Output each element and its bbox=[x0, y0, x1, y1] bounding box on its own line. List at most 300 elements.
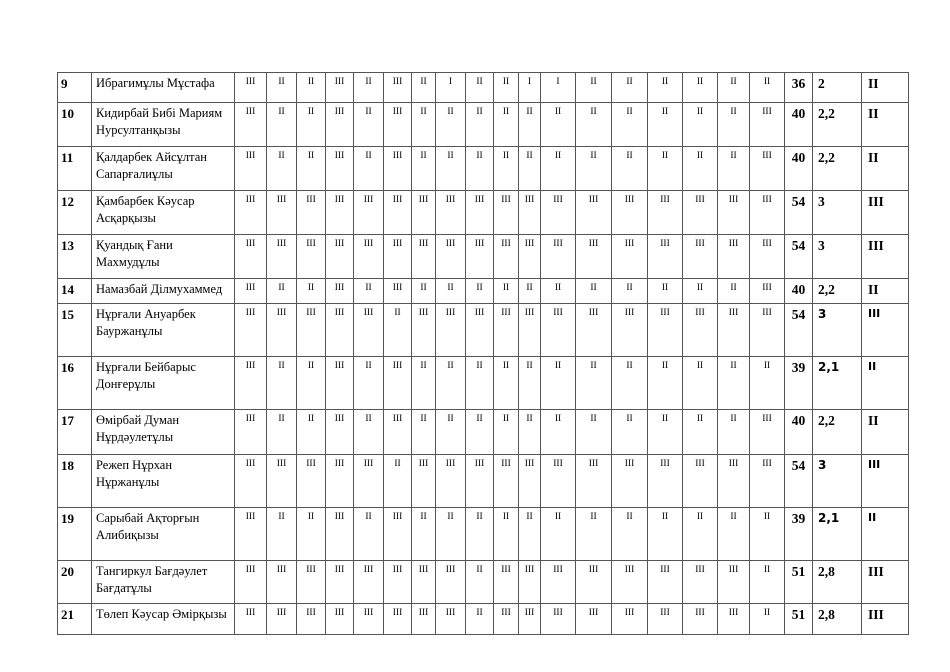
total-score: 40 bbox=[785, 410, 813, 455]
mark-cell: III bbox=[648, 235, 683, 279]
mark-cell: II bbox=[576, 279, 612, 304]
total-score: 39 bbox=[785, 508, 813, 561]
mark-cell: II bbox=[297, 279, 326, 304]
mark-cell: II bbox=[519, 410, 541, 455]
average-score: 3 bbox=[813, 191, 862, 235]
mark-cell: III bbox=[718, 235, 750, 279]
mark-cell: III bbox=[354, 304, 384, 357]
average-score: 2,2 bbox=[813, 279, 862, 304]
total-score: 54 bbox=[785, 455, 813, 508]
mark-cell: III bbox=[683, 235, 718, 279]
mark-cell: II bbox=[466, 508, 494, 561]
total-score: 54 bbox=[785, 191, 813, 235]
mark-cell: II bbox=[612, 508, 648, 561]
mark-cell: III bbox=[436, 235, 466, 279]
mark-cell: II bbox=[648, 279, 683, 304]
student-name: Өмірбай Думан Нұрдәулетұлы bbox=[92, 410, 235, 455]
table-row bbox=[58, 455, 909, 508]
mark-cell: II bbox=[297, 357, 326, 410]
mark-cell: III bbox=[612, 561, 648, 604]
mark-cell: II bbox=[612, 73, 648, 103]
mark-cell: III bbox=[541, 235, 576, 279]
total-score: 40 bbox=[785, 147, 813, 191]
mark-cell: III bbox=[648, 191, 683, 235]
mark-cell: III bbox=[267, 191, 297, 235]
mark-cell: II bbox=[436, 508, 466, 561]
total-score: 51 bbox=[785, 604, 813, 635]
mark-cell: III bbox=[326, 410, 354, 455]
mark-cell: II bbox=[436, 147, 466, 191]
mark-cell: II bbox=[494, 357, 519, 410]
mark-cell: III bbox=[576, 191, 612, 235]
mark-cell: III bbox=[412, 304, 436, 357]
mark-cell: III bbox=[297, 304, 326, 357]
average-score: 3 bbox=[813, 455, 862, 508]
mark-cell: II bbox=[683, 103, 718, 147]
row-number: 9 bbox=[58, 73, 92, 103]
mark-cell: III bbox=[297, 455, 326, 508]
mark-cell: III bbox=[354, 604, 384, 635]
mark-cell: III bbox=[612, 304, 648, 357]
student-name: Тангиркул Бағдәулет Бағдатұлы bbox=[92, 561, 235, 604]
mark-cell: III bbox=[235, 103, 267, 147]
table-row bbox=[58, 147, 909, 191]
mark-cell: II bbox=[494, 410, 519, 455]
mark-cell: II bbox=[354, 357, 384, 410]
mark-cell: III bbox=[235, 304, 267, 357]
mark-cell: II bbox=[576, 410, 612, 455]
mark-cell: II bbox=[612, 279, 648, 304]
mark-cell: III bbox=[750, 147, 785, 191]
mark-cell: III bbox=[436, 561, 466, 604]
mark-cell: II bbox=[718, 73, 750, 103]
mark-cell: II bbox=[494, 73, 519, 103]
final-grade: III bbox=[862, 191, 909, 235]
mark-cell: III bbox=[466, 455, 494, 508]
mark-cell: II bbox=[267, 103, 297, 147]
mark-cell: III bbox=[612, 604, 648, 635]
table-row bbox=[58, 191, 909, 235]
mark-cell: III bbox=[412, 561, 436, 604]
average-score: 2,2 bbox=[813, 147, 862, 191]
mark-cell: I bbox=[541, 73, 576, 103]
mark-cell: II bbox=[436, 357, 466, 410]
row-number: 20 bbox=[58, 561, 92, 604]
mark-cell: III bbox=[267, 604, 297, 635]
table-row bbox=[58, 103, 909, 147]
mark-cell: II bbox=[412, 73, 436, 103]
mark-cell: III bbox=[494, 604, 519, 635]
mark-cell: II bbox=[683, 508, 718, 561]
mark-cell: III bbox=[466, 191, 494, 235]
mark-cell: III bbox=[354, 235, 384, 279]
row-number: 11 bbox=[58, 147, 92, 191]
mark-cell: III bbox=[384, 410, 412, 455]
mark-cell: II bbox=[541, 508, 576, 561]
mark-cell: II bbox=[718, 279, 750, 304]
mark-cell: II bbox=[412, 103, 436, 147]
mark-cell: III bbox=[267, 235, 297, 279]
average-score: 2,8 bbox=[813, 604, 862, 635]
average-score: 2,2 bbox=[813, 103, 862, 147]
mark-cell: II bbox=[297, 147, 326, 191]
mark-cell: III bbox=[750, 304, 785, 357]
mark-cell: III bbox=[297, 604, 326, 635]
final-grade: III bbox=[862, 455, 909, 508]
mark-cell: II bbox=[612, 410, 648, 455]
mark-cell: I bbox=[519, 73, 541, 103]
mark-cell: III bbox=[326, 191, 354, 235]
row-number: 19 bbox=[58, 508, 92, 561]
table-row bbox=[58, 604, 909, 635]
mark-cell: II bbox=[718, 508, 750, 561]
mark-cell: III bbox=[384, 508, 412, 561]
mark-cell: II bbox=[436, 410, 466, 455]
row-number: 18 bbox=[58, 455, 92, 508]
mark-cell: II bbox=[466, 410, 494, 455]
mark-cell: II bbox=[683, 410, 718, 455]
total-score: 40 bbox=[785, 279, 813, 304]
mark-cell: II bbox=[576, 73, 612, 103]
mark-cell: III bbox=[750, 455, 785, 508]
mark-cell: II bbox=[466, 357, 494, 410]
mark-cell: III bbox=[384, 561, 412, 604]
average-score: 3 bbox=[813, 235, 862, 279]
mark-cell: II bbox=[267, 73, 297, 103]
mark-cell: III bbox=[384, 103, 412, 147]
mark-cell: III bbox=[436, 604, 466, 635]
table-row bbox=[58, 73, 909, 103]
mark-cell: III bbox=[354, 561, 384, 604]
mark-cell: III bbox=[750, 279, 785, 304]
mark-cell: II bbox=[354, 103, 384, 147]
row-number: 21 bbox=[58, 604, 92, 635]
mark-cell: III bbox=[683, 455, 718, 508]
mark-cell: III bbox=[541, 191, 576, 235]
mark-cell: II bbox=[541, 410, 576, 455]
final-grade: III bbox=[862, 604, 909, 635]
mark-cell: II bbox=[412, 279, 436, 304]
final-grade: II bbox=[862, 73, 909, 103]
mark-cell: III bbox=[494, 304, 519, 357]
mark-cell: III bbox=[235, 73, 267, 103]
mark-cell: III bbox=[326, 279, 354, 304]
final-grade: III bbox=[862, 561, 909, 604]
mark-cell: III bbox=[750, 103, 785, 147]
mark-cell: III bbox=[519, 604, 541, 635]
mark-cell: III bbox=[683, 191, 718, 235]
average-score: 2,1 bbox=[813, 508, 862, 561]
final-grade: III bbox=[862, 235, 909, 279]
mark-cell: III bbox=[297, 191, 326, 235]
mark-cell: II bbox=[297, 103, 326, 147]
total-score: 40 bbox=[785, 103, 813, 147]
mark-cell: II bbox=[494, 147, 519, 191]
mark-cell: III bbox=[750, 191, 785, 235]
mark-cell: III bbox=[494, 235, 519, 279]
mark-cell: III bbox=[718, 191, 750, 235]
mark-cell: II bbox=[648, 103, 683, 147]
total-score: 51 bbox=[785, 561, 813, 604]
mark-cell: II bbox=[412, 410, 436, 455]
total-score: 39 bbox=[785, 357, 813, 410]
total-score: 36 bbox=[785, 73, 813, 103]
average-score: 2,8 bbox=[813, 561, 862, 604]
mark-cell: II bbox=[494, 279, 519, 304]
student-name: Режеп Нұрхан Нұржанұлы bbox=[92, 455, 235, 508]
mark-cell: III bbox=[384, 73, 412, 103]
mark-cell: III bbox=[519, 561, 541, 604]
mark-cell: III bbox=[326, 604, 354, 635]
mark-cell: II bbox=[648, 357, 683, 410]
mark-cell: II bbox=[750, 508, 785, 561]
student-name: Намазбай Ділмухаммед bbox=[92, 279, 235, 304]
mark-cell: III bbox=[267, 561, 297, 604]
mark-cell: III bbox=[576, 235, 612, 279]
mark-cell: III bbox=[267, 455, 297, 508]
mark-cell: III bbox=[436, 191, 466, 235]
mark-cell: II bbox=[750, 73, 785, 103]
mark-cell: II bbox=[466, 561, 494, 604]
mark-cell: II bbox=[519, 103, 541, 147]
mark-cell: III bbox=[718, 455, 750, 508]
mark-cell: II bbox=[648, 147, 683, 191]
row-number: 14 bbox=[58, 279, 92, 304]
mark-cell: III bbox=[326, 561, 354, 604]
student-name: Төлеп Кәусар Әмірқызы bbox=[92, 604, 235, 635]
table-row bbox=[58, 561, 909, 604]
mark-cell: III bbox=[750, 235, 785, 279]
mark-cell: III bbox=[576, 455, 612, 508]
mark-cell: II bbox=[354, 508, 384, 561]
mark-cell: III bbox=[297, 561, 326, 604]
mark-cell: II bbox=[267, 147, 297, 191]
mark-cell: III bbox=[466, 235, 494, 279]
mark-cell: II bbox=[466, 73, 494, 103]
row-number: 13 bbox=[58, 235, 92, 279]
mark-cell: II bbox=[494, 103, 519, 147]
student-name: Нұрғали Бейбарыс Донғерұлы bbox=[92, 357, 235, 410]
mark-cell: II bbox=[683, 147, 718, 191]
mark-cell: II bbox=[541, 279, 576, 304]
mark-cell: II bbox=[718, 357, 750, 410]
mark-cell: II bbox=[750, 561, 785, 604]
mark-cell: II bbox=[267, 357, 297, 410]
mark-cell: III bbox=[519, 191, 541, 235]
table-row bbox=[58, 304, 909, 357]
mark-cell: III bbox=[326, 235, 354, 279]
mark-cell: II bbox=[576, 508, 612, 561]
mark-cell: II bbox=[683, 73, 718, 103]
total-score: 54 bbox=[785, 235, 813, 279]
mark-cell: III bbox=[436, 304, 466, 357]
student-grades-table bbox=[57, 72, 909, 635]
average-score: 2,1 bbox=[813, 357, 862, 410]
mark-cell: III bbox=[612, 191, 648, 235]
mark-cell: III bbox=[354, 455, 384, 508]
row-number: 12 bbox=[58, 191, 92, 235]
mark-cell: II bbox=[519, 279, 541, 304]
mark-cell: III bbox=[648, 561, 683, 604]
final-grade: II bbox=[862, 508, 909, 561]
mark-cell: III bbox=[235, 561, 267, 604]
mark-cell: II bbox=[612, 147, 648, 191]
mark-cell: III bbox=[683, 604, 718, 635]
mark-cell: III bbox=[235, 508, 267, 561]
mark-cell: II bbox=[519, 147, 541, 191]
mark-cell: III bbox=[541, 561, 576, 604]
mark-cell: III bbox=[412, 604, 436, 635]
mark-cell: II bbox=[354, 73, 384, 103]
final-grade: II bbox=[862, 410, 909, 455]
row-number: 17 bbox=[58, 410, 92, 455]
table-row bbox=[58, 235, 909, 279]
row-number: 10 bbox=[58, 103, 92, 147]
mark-cell: II bbox=[436, 103, 466, 147]
mark-cell: III bbox=[576, 304, 612, 357]
table-body bbox=[58, 73, 909, 635]
mark-cell: III bbox=[384, 279, 412, 304]
mark-cell: II bbox=[541, 357, 576, 410]
mark-cell: III bbox=[519, 235, 541, 279]
mark-cell: II bbox=[384, 455, 412, 508]
mark-cell: III bbox=[576, 604, 612, 635]
mark-cell: III bbox=[412, 235, 436, 279]
mark-cell: III bbox=[750, 410, 785, 455]
final-grade: II bbox=[862, 357, 909, 410]
mark-cell: III bbox=[494, 191, 519, 235]
mark-cell: III bbox=[683, 304, 718, 357]
mark-cell: II bbox=[267, 508, 297, 561]
mark-cell: III bbox=[718, 561, 750, 604]
student-name: Нұрғали Ануарбек Бауржанұлы bbox=[92, 304, 235, 357]
mark-cell: II bbox=[466, 147, 494, 191]
mark-cell: II bbox=[466, 103, 494, 147]
table-row bbox=[58, 279, 909, 304]
row-number: 15 bbox=[58, 304, 92, 357]
mark-cell: II bbox=[612, 103, 648, 147]
mark-cell: III bbox=[412, 191, 436, 235]
final-grade: II bbox=[862, 103, 909, 147]
mark-cell: II bbox=[718, 103, 750, 147]
final-grade: II bbox=[862, 279, 909, 304]
final-grade: III bbox=[862, 304, 909, 357]
mark-cell: III bbox=[326, 455, 354, 508]
mark-cell: III bbox=[384, 357, 412, 410]
mark-cell: III bbox=[235, 279, 267, 304]
mark-cell: III bbox=[519, 304, 541, 357]
mark-cell: II bbox=[466, 604, 494, 635]
mark-cell: II bbox=[267, 410, 297, 455]
mark-cell: III bbox=[718, 304, 750, 357]
mark-cell: II bbox=[576, 357, 612, 410]
student-name: Ибрагимұлы Мұстафа bbox=[92, 73, 235, 103]
mark-cell: III bbox=[267, 304, 297, 357]
mark-cell: II bbox=[412, 147, 436, 191]
mark-cell: III bbox=[541, 455, 576, 508]
mark-cell: II bbox=[354, 279, 384, 304]
mark-cell: II bbox=[541, 147, 576, 191]
mark-cell: III bbox=[326, 357, 354, 410]
mark-cell: III bbox=[326, 508, 354, 561]
mark-cell: III bbox=[235, 455, 267, 508]
mark-cell: II bbox=[297, 410, 326, 455]
mark-cell: III bbox=[384, 147, 412, 191]
mark-cell: III bbox=[235, 357, 267, 410]
mark-cell: III bbox=[235, 410, 267, 455]
mark-cell: II bbox=[541, 103, 576, 147]
row-number: 16 bbox=[58, 357, 92, 410]
mark-cell: II bbox=[297, 508, 326, 561]
final-grade: II bbox=[862, 147, 909, 191]
mark-cell: III bbox=[297, 235, 326, 279]
mark-cell: III bbox=[648, 304, 683, 357]
mark-cell: II bbox=[612, 357, 648, 410]
total-score: 54 bbox=[785, 304, 813, 357]
mark-cell: III bbox=[235, 191, 267, 235]
mark-cell: III bbox=[384, 191, 412, 235]
mark-cell: III bbox=[436, 455, 466, 508]
mark-cell: III bbox=[235, 235, 267, 279]
mark-cell: III bbox=[384, 604, 412, 635]
mark-cell: II bbox=[297, 73, 326, 103]
mark-cell: III bbox=[326, 103, 354, 147]
mark-cell: II bbox=[648, 410, 683, 455]
mark-cell: III bbox=[466, 304, 494, 357]
mark-cell: II bbox=[354, 147, 384, 191]
mark-cell: III bbox=[683, 561, 718, 604]
mark-cell: II bbox=[648, 508, 683, 561]
mark-cell: III bbox=[412, 455, 436, 508]
mark-cell: II bbox=[412, 508, 436, 561]
mark-cell: III bbox=[235, 147, 267, 191]
mark-cell: III bbox=[519, 455, 541, 508]
student-name: Қалдарбек Айсұлтан Сапарғалиұлы bbox=[92, 147, 235, 191]
mark-cell: II bbox=[354, 410, 384, 455]
mark-cell: III bbox=[648, 604, 683, 635]
mark-cell: II bbox=[519, 508, 541, 561]
mark-cell: III bbox=[384, 235, 412, 279]
mark-cell: II bbox=[436, 279, 466, 304]
mark-cell: I bbox=[436, 73, 466, 103]
mark-cell: III bbox=[576, 561, 612, 604]
mark-cell: II bbox=[718, 410, 750, 455]
mark-cell: II bbox=[750, 604, 785, 635]
average-score: 2 bbox=[813, 73, 862, 103]
mark-cell: II bbox=[718, 147, 750, 191]
mark-cell: III bbox=[612, 455, 648, 508]
mark-cell: III bbox=[326, 73, 354, 103]
mark-cell: II bbox=[519, 357, 541, 410]
mark-cell: III bbox=[612, 235, 648, 279]
mark-cell: III bbox=[718, 604, 750, 635]
mark-cell: II bbox=[384, 304, 412, 357]
mark-cell: III bbox=[326, 147, 354, 191]
mark-cell: II bbox=[683, 279, 718, 304]
mark-cell: II bbox=[494, 508, 519, 561]
average-score: 3 bbox=[813, 304, 862, 357]
mark-cell: II bbox=[576, 103, 612, 147]
mark-cell: III bbox=[494, 455, 519, 508]
student-name: Сарыбай Ақторғын Алибиқызы bbox=[92, 508, 235, 561]
mark-cell: II bbox=[466, 279, 494, 304]
table-row bbox=[58, 357, 909, 410]
student-name: Қуандық Ғани Махмудұлы bbox=[92, 235, 235, 279]
mark-cell: III bbox=[541, 604, 576, 635]
student-name: Кидирбай Бибі Мариям Нурсултанқызы bbox=[92, 103, 235, 147]
student-name: Қамбарбек Кәусар Асқарқызы bbox=[92, 191, 235, 235]
mark-cell: III bbox=[326, 304, 354, 357]
